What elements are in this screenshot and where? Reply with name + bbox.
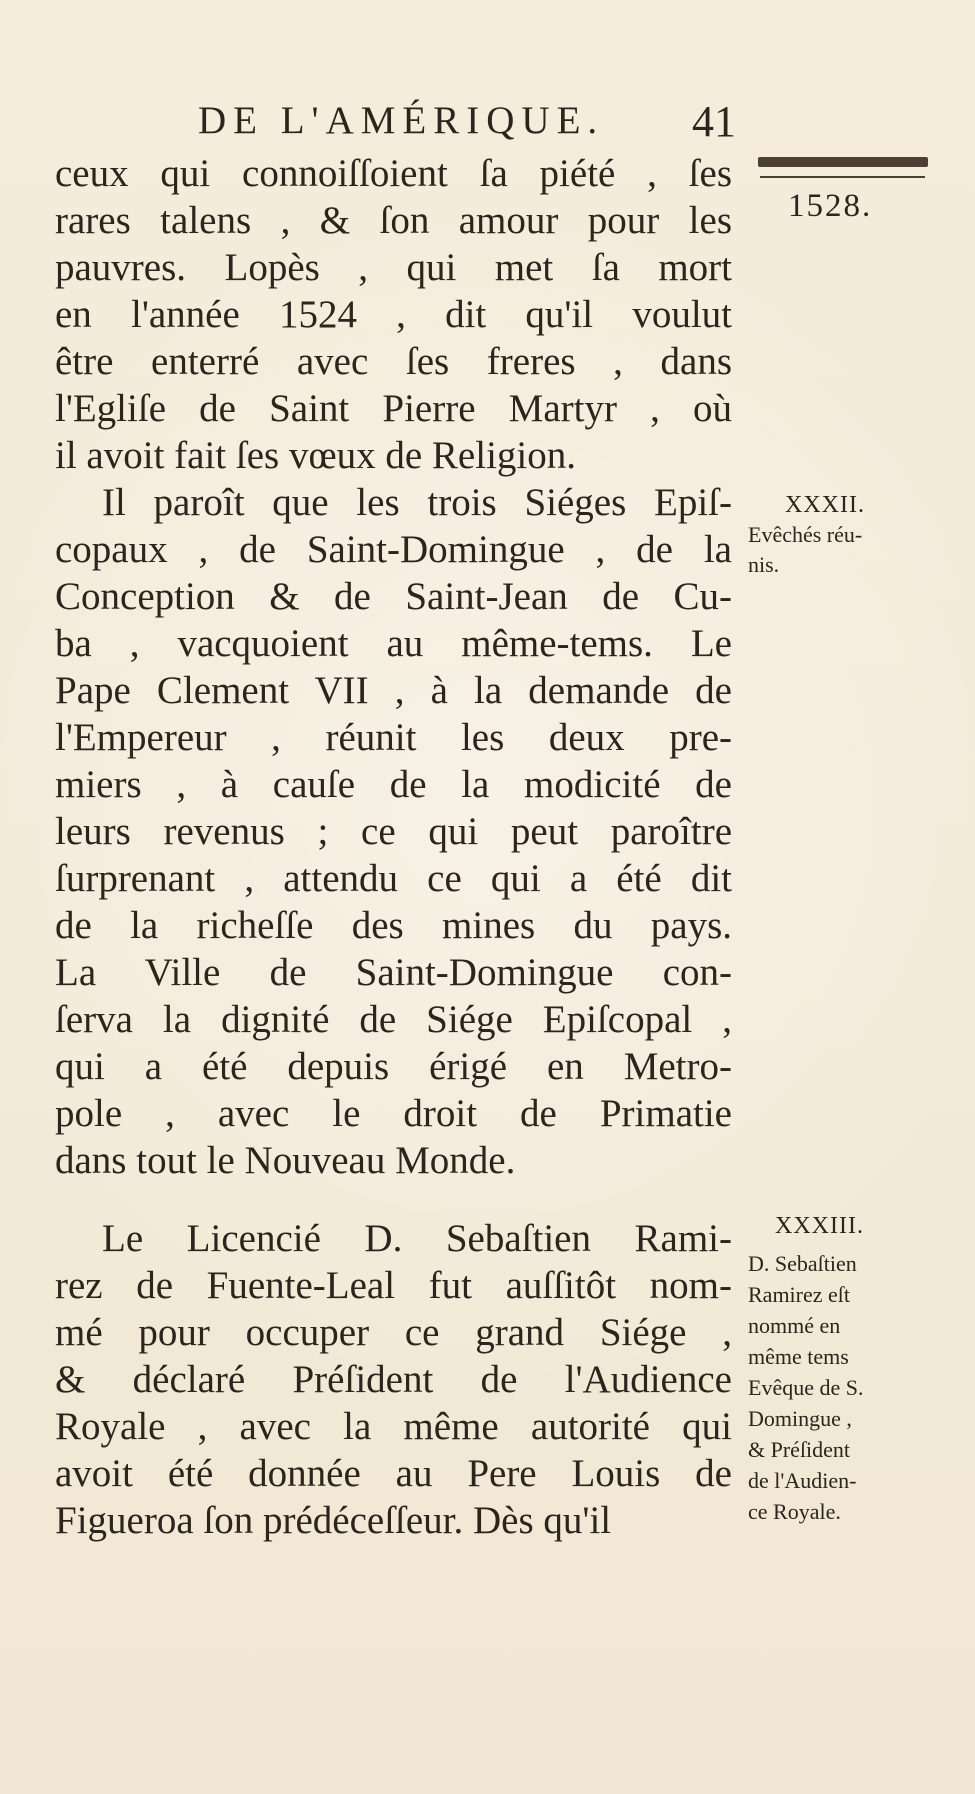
body-line: miers , à cauſe de la modicité de [55, 763, 732, 806]
margin-note-line: Domingue , [748, 1406, 852, 1431]
body-line: rez de Fuente-Leal fut auſſitôt nom- [55, 1264, 732, 1307]
body-line: ceux qui connoiſſoient ſa piété , ſes [55, 152, 732, 195]
body-line: pauvres. Lopès , qui met ſa mort [55, 246, 732, 289]
body-line: être enterré avec ſes freres , dans [55, 340, 732, 383]
body-line: Le Licencié D. Sebaſtien Rami- [102, 1217, 732, 1260]
body-line: leurs revenus ; ce qui peut paroître [55, 810, 732, 853]
margin-note-line: Evêchés réu- [748, 522, 863, 547]
margin-note-line: & Préſident [748, 1437, 851, 1462]
body-line: Figueroa ſon prédéceſſeur. Dès qu'il [55, 1499, 612, 1542]
body-line: ſerva la dignité de Siége Epiſcopal , [55, 998, 732, 1041]
margin-note-line: nis. [748, 552, 780, 577]
body-line: Pape Clement VII , à la demande de [55, 669, 732, 712]
margin-note-line: Ramirez eſt [748, 1282, 851, 1307]
running-head: DE L'AMÉRIQUE. [198, 99, 605, 142]
body-line: ſurprenant , attendu ce qui a été dit [55, 857, 732, 900]
body-line: ba , vacquoient au même-tems. Le [55, 622, 732, 665]
margin-note-line: même tems [748, 1344, 849, 1369]
body-line: de la richeſſe des mines du pays. [55, 904, 732, 947]
margin-heading: XXXII. [785, 492, 865, 518]
body-line: Conception & de Saint-Jean de Cu- [55, 575, 732, 618]
margin-year: 1528. [788, 188, 873, 224]
body-line: qui a été depuis érigé en Metro- [55, 1045, 732, 1088]
margin-rule-bottom [760, 176, 925, 178]
body-line: en l'année 1524 , dit qu'il voulut [55, 293, 732, 336]
body-line: dans tout le Nouveau Monde. [55, 1139, 516, 1182]
body-line: l'Empereur , réunit les deux pre- [55, 716, 732, 759]
body-line: avoit été donnée au Pere Louis de [55, 1452, 732, 1495]
body-line: La Ville de Saint-Domingue con- [55, 951, 732, 994]
margin-note-line: Evêque de S. [748, 1375, 864, 1400]
body-line: il avoit fait ſes vœux de Religion. [55, 434, 576, 477]
body-line: rares talens , & ſon amour pour les [55, 199, 732, 242]
page-number: 41 [692, 97, 736, 146]
body-line: Royale , avec la même autorité qui [55, 1405, 732, 1448]
margin-heading: XXXIII. [775, 1213, 864, 1239]
margin-note-line: nommé en [748, 1313, 841, 1338]
body-line: copaux , de Saint-Domingue , de la [55, 528, 732, 571]
margin-rule-top [758, 157, 928, 167]
body-line: l'Egliſe de Saint Pierre Martyr , où [55, 387, 732, 430]
margin-note-line: de l'Audien- [748, 1468, 857, 1493]
body-line: pole , avec le droit de Primatie [55, 1092, 732, 1135]
body-line: & déclaré Préſident de l'Audience [55, 1358, 732, 1401]
body-line: Il paroît que les trois Siéges Epiſ- [102, 481, 732, 524]
margin-note-line: ce Royale. [748, 1499, 841, 1524]
margin-note-line: D. Sebaſtien [748, 1251, 857, 1276]
body-line: mé pour occuper ce grand Siége , [55, 1311, 732, 1354]
